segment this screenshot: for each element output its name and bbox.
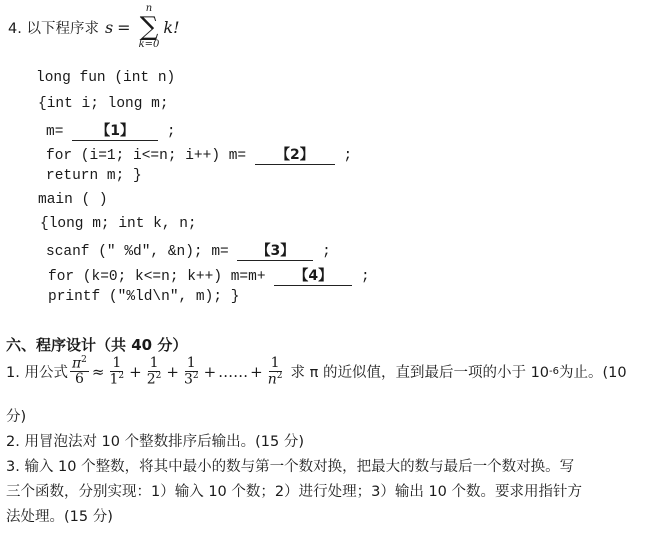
summation-upper: n	[145, 3, 153, 14]
pi-symbol: π	[71, 355, 82, 372]
code-line-3	[46, 120, 176, 141]
code-line-7: {long m; int k, n;	[40, 216, 197, 232]
problem-1-exponent: -6	[549, 366, 560, 378]
code-line-9-text: for (k=0; k<=n; k++) m=m+	[48, 269, 266, 285]
formula-s: s	[104, 17, 114, 37]
sum-formula	[105, 4, 180, 50]
pi-exponent: 2	[81, 355, 87, 365]
problem-1-suffix-b: 为止。(10	[559, 365, 627, 382]
summation-operator	[139, 4, 160, 50]
term-n-exp: 2	[276, 370, 283, 381]
ellipsis: ……	[218, 362, 249, 381]
code-line-3-end: ;	[166, 124, 176, 140]
code-line-4	[46, 144, 352, 165]
term-2-exp: 2	[155, 370, 162, 381]
term-2	[145, 356, 164, 387]
term-3-den: 3	[183, 371, 193, 388]
question-4-label: 4. 以下程序求	[8, 20, 99, 37]
blank-1: 【1】	[72, 120, 158, 141]
question-4-header	[8, 4, 180, 50]
section-6-title: 六、程序设计（共 40 分）	[6, 336, 188, 354]
code-line-4-text: for (i=1; i<=n; i++) m=	[46, 148, 247, 164]
problem-1-suffix-a: 求 π 的近似值，直到最后一项的小于 10	[290, 365, 550, 382]
code-line-8	[46, 240, 331, 261]
code-line-2: {int i; long m;	[38, 96, 169, 112]
problem-1-line-2: 分)	[6, 409, 27, 425]
term-n-den: n	[267, 371, 277, 388]
code-line-1: long fun (int n)	[36, 70, 176, 86]
blank-2: 【2】	[255, 144, 335, 165]
code-line-9-end: ;	[360, 269, 370, 285]
term-1-den: 1	[109, 371, 119, 388]
plus-2: +	[166, 362, 179, 381]
code-line-5: return m; }	[46, 168, 142, 184]
term-1-num: 1	[112, 355, 122, 371]
approx-sign: ≈	[91, 362, 105, 381]
code-line-4-end: ;	[343, 148, 353, 164]
term-2-den: 2	[146, 371, 156, 388]
blank-4: 【4】	[274, 265, 352, 286]
plus-1: +	[129, 362, 142, 381]
blank-3: 【3】	[237, 240, 313, 261]
problem-3-line-1: 3. 输入 10 个整数，将其中最小的数与第一个数对换，把最大的数与最后一个数对换。写	[6, 459, 575, 475]
six-denominator: 6	[74, 371, 84, 388]
plus-3: +	[203, 362, 217, 381]
term-1-exp: 2	[118, 370, 125, 381]
term-n-num: 1	[270, 355, 280, 371]
fraction-pi-squared-over-6	[70, 356, 89, 387]
plus-4: +	[250, 362, 263, 381]
term-3-exp: 2	[192, 370, 199, 381]
formula-equals: =	[117, 17, 131, 37]
term-n	[266, 356, 285, 387]
code-line-10: printf ("%ld\n", m); }	[48, 289, 240, 305]
term-3-num: 1	[186, 355, 196, 371]
term-2-num: 1	[149, 355, 159, 371]
summation-lower: k=0	[138, 39, 160, 50]
code-line-6: main ( )	[38, 192, 108, 208]
code-line-9	[48, 265, 370, 286]
code-line-8-text: scanf (" %d", &n); m=	[46, 244, 229, 260]
problem-1-prefix: 1. 用公式	[6, 365, 68, 382]
problem-3-line-3: 法处理。(15 分)	[6, 509, 113, 525]
problem-2: 2. 用冒泡法对 10 个整数排序后输出。(15 分)	[6, 434, 304, 450]
term-3	[182, 356, 201, 387]
summation-sigma: ∑	[139, 12, 159, 42]
problem-3-line-2: 三个函数，分别实现：1）输入 10 个数；2）进行处理；3）输出 10 个数。要求用指针方	[6, 484, 583, 500]
formula-term: k!	[163, 17, 180, 37]
code-line-3-text: m=	[46, 124, 64, 140]
term-1	[107, 356, 126, 387]
code-line-8-end: ;	[322, 244, 331, 260]
problem-1-line-1	[6, 356, 627, 387]
